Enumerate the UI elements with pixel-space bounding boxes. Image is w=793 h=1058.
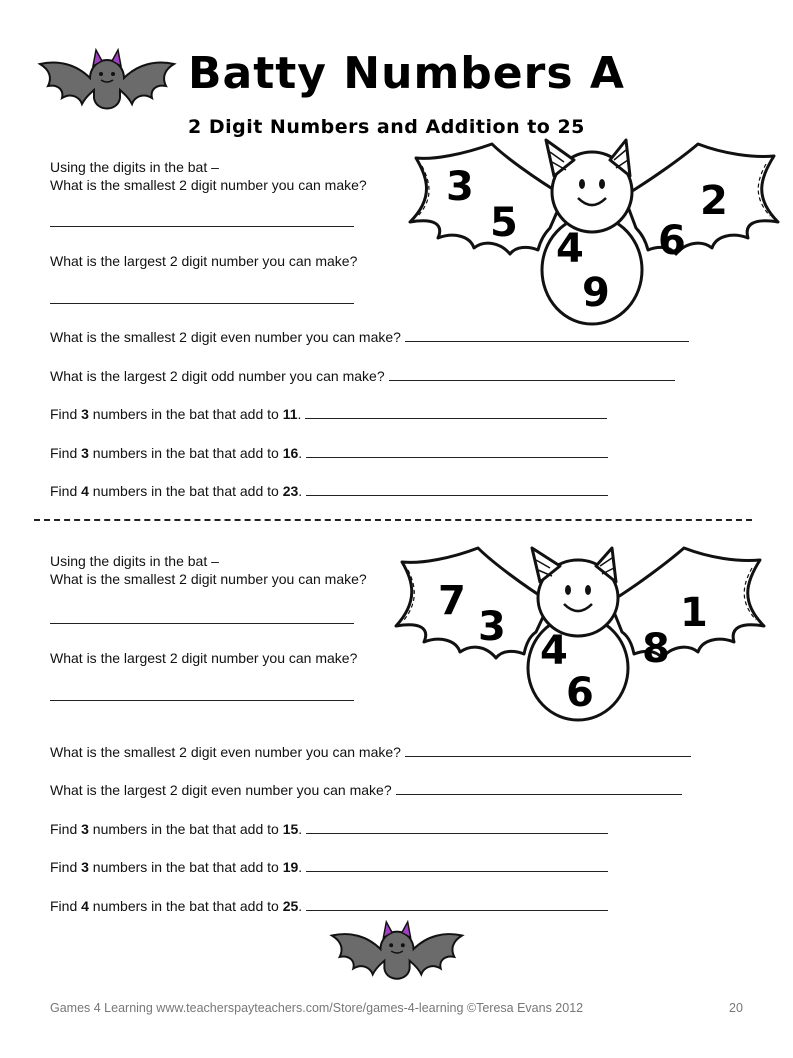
section1-find-2: Find 3 numbers in the bat that add to 16.: [50, 444, 608, 462]
section2-q1-line2: What is the smallest 2 digit number you can make?: [50, 571, 367, 587]
section1-q3-row: [50, 328, 689, 346]
bat2-digit-3: 4: [540, 628, 568, 674]
section1-find-1-answer-line[interactable]: [305, 406, 607, 419]
section2-find-3: Find 4 numbers in the bat that add to 25.: [50, 897, 608, 915]
bat-illustration-2: [388, 540, 768, 720]
section1-q4-row: [50, 367, 675, 385]
page-number: 20: [729, 1001, 743, 1015]
section1-q1-line2: What is the smallest 2 digit number you can make?: [50, 177, 367, 193]
section2-q4-row: [50, 781, 682, 799]
footer-credit: Games 4 Learning www.teacherspayteachers.com/Store/games-4-learning ©Teresa Evans 2012: [50, 1001, 584, 1015]
section2-find-1: Find 3 numbers in the bat that add to 15.: [50, 820, 608, 838]
bat1-digit-4: 9: [582, 270, 610, 316]
bat2-digit-6: 1: [680, 590, 708, 636]
section1-q2: What is the largest 2 digit number you can make?: [50, 253, 358, 269]
section2-q4-answer-line[interactable]: [396, 782, 682, 795]
bat-icon: [36, 46, 178, 118]
section1-q3-answer-line[interactable]: [405, 329, 689, 342]
bat-icon-bottom: [328, 918, 466, 988]
section-divider: [34, 519, 752, 521]
section2-q4: What is the largest 2 digit even number you can make?: [50, 782, 392, 798]
section2-find-3-answer-line[interactable]: [306, 898, 608, 911]
section2-q3-answer-line[interactable]: [405, 744, 691, 757]
bat1-digit-1: 3: [446, 164, 474, 210]
bat2-digit-5: 8: [642, 626, 670, 672]
section1-q4: What is the largest 2 digit odd number you can make?: [50, 368, 385, 384]
section1-q4-answer-line[interactable]: [389, 368, 675, 381]
section2-q1-answer-line[interactable]: [50, 623, 354, 624]
section2-q3-row: [50, 743, 691, 761]
bat1-digit-2: 5: [490, 200, 518, 246]
bat-illustration-1: [404, 138, 782, 328]
bat2-digit-4: 6: [566, 670, 594, 716]
bat2-digit-1: 7: [438, 578, 466, 624]
section2-q2-answer-line[interactable]: [50, 700, 354, 701]
section2-q3: What is the smallest 2 digit even number you can make?: [50, 744, 401, 760]
section1-find-3-answer-line[interactable]: [306, 483, 608, 496]
section1-find-1: Find 3 numbers in the bat that add to 11.: [50, 405, 607, 423]
section1-q3: What is the smallest 2 digit even number you can make?: [50, 329, 401, 345]
section1-find-3: Find 4 numbers in the bat that add to 23.: [50, 482, 608, 500]
bat1-digit-3: 4: [556, 226, 584, 272]
section1-find-2-answer-line[interactable]: [306, 445, 608, 458]
bat2-digit-2: 3: [478, 604, 506, 650]
section2-q1-line1: Using the digits in the bat –: [50, 553, 219, 569]
page-title: Batty Numbers A: [188, 48, 625, 99]
bat1-digit-6: 2: [700, 178, 728, 224]
section2-q2: What is the largest 2 digit number you can make?: [50, 650, 358, 666]
section2-find-2-answer-line[interactable]: [306, 859, 608, 872]
page-subtitle: 2 Digit Numbers and Addition to 25: [188, 116, 585, 138]
section1-q1-answer-line[interactable]: [50, 226, 354, 227]
section1-q2-answer-line[interactable]: [50, 303, 354, 304]
section2-find-1-answer-line[interactable]: [306, 821, 608, 834]
section2-find-2: Find 3 numbers in the bat that add to 19.: [50, 858, 608, 876]
section1-q1-line1: Using the digits in the bat –: [50, 159, 219, 175]
bat1-digit-5: 6: [658, 218, 686, 264]
